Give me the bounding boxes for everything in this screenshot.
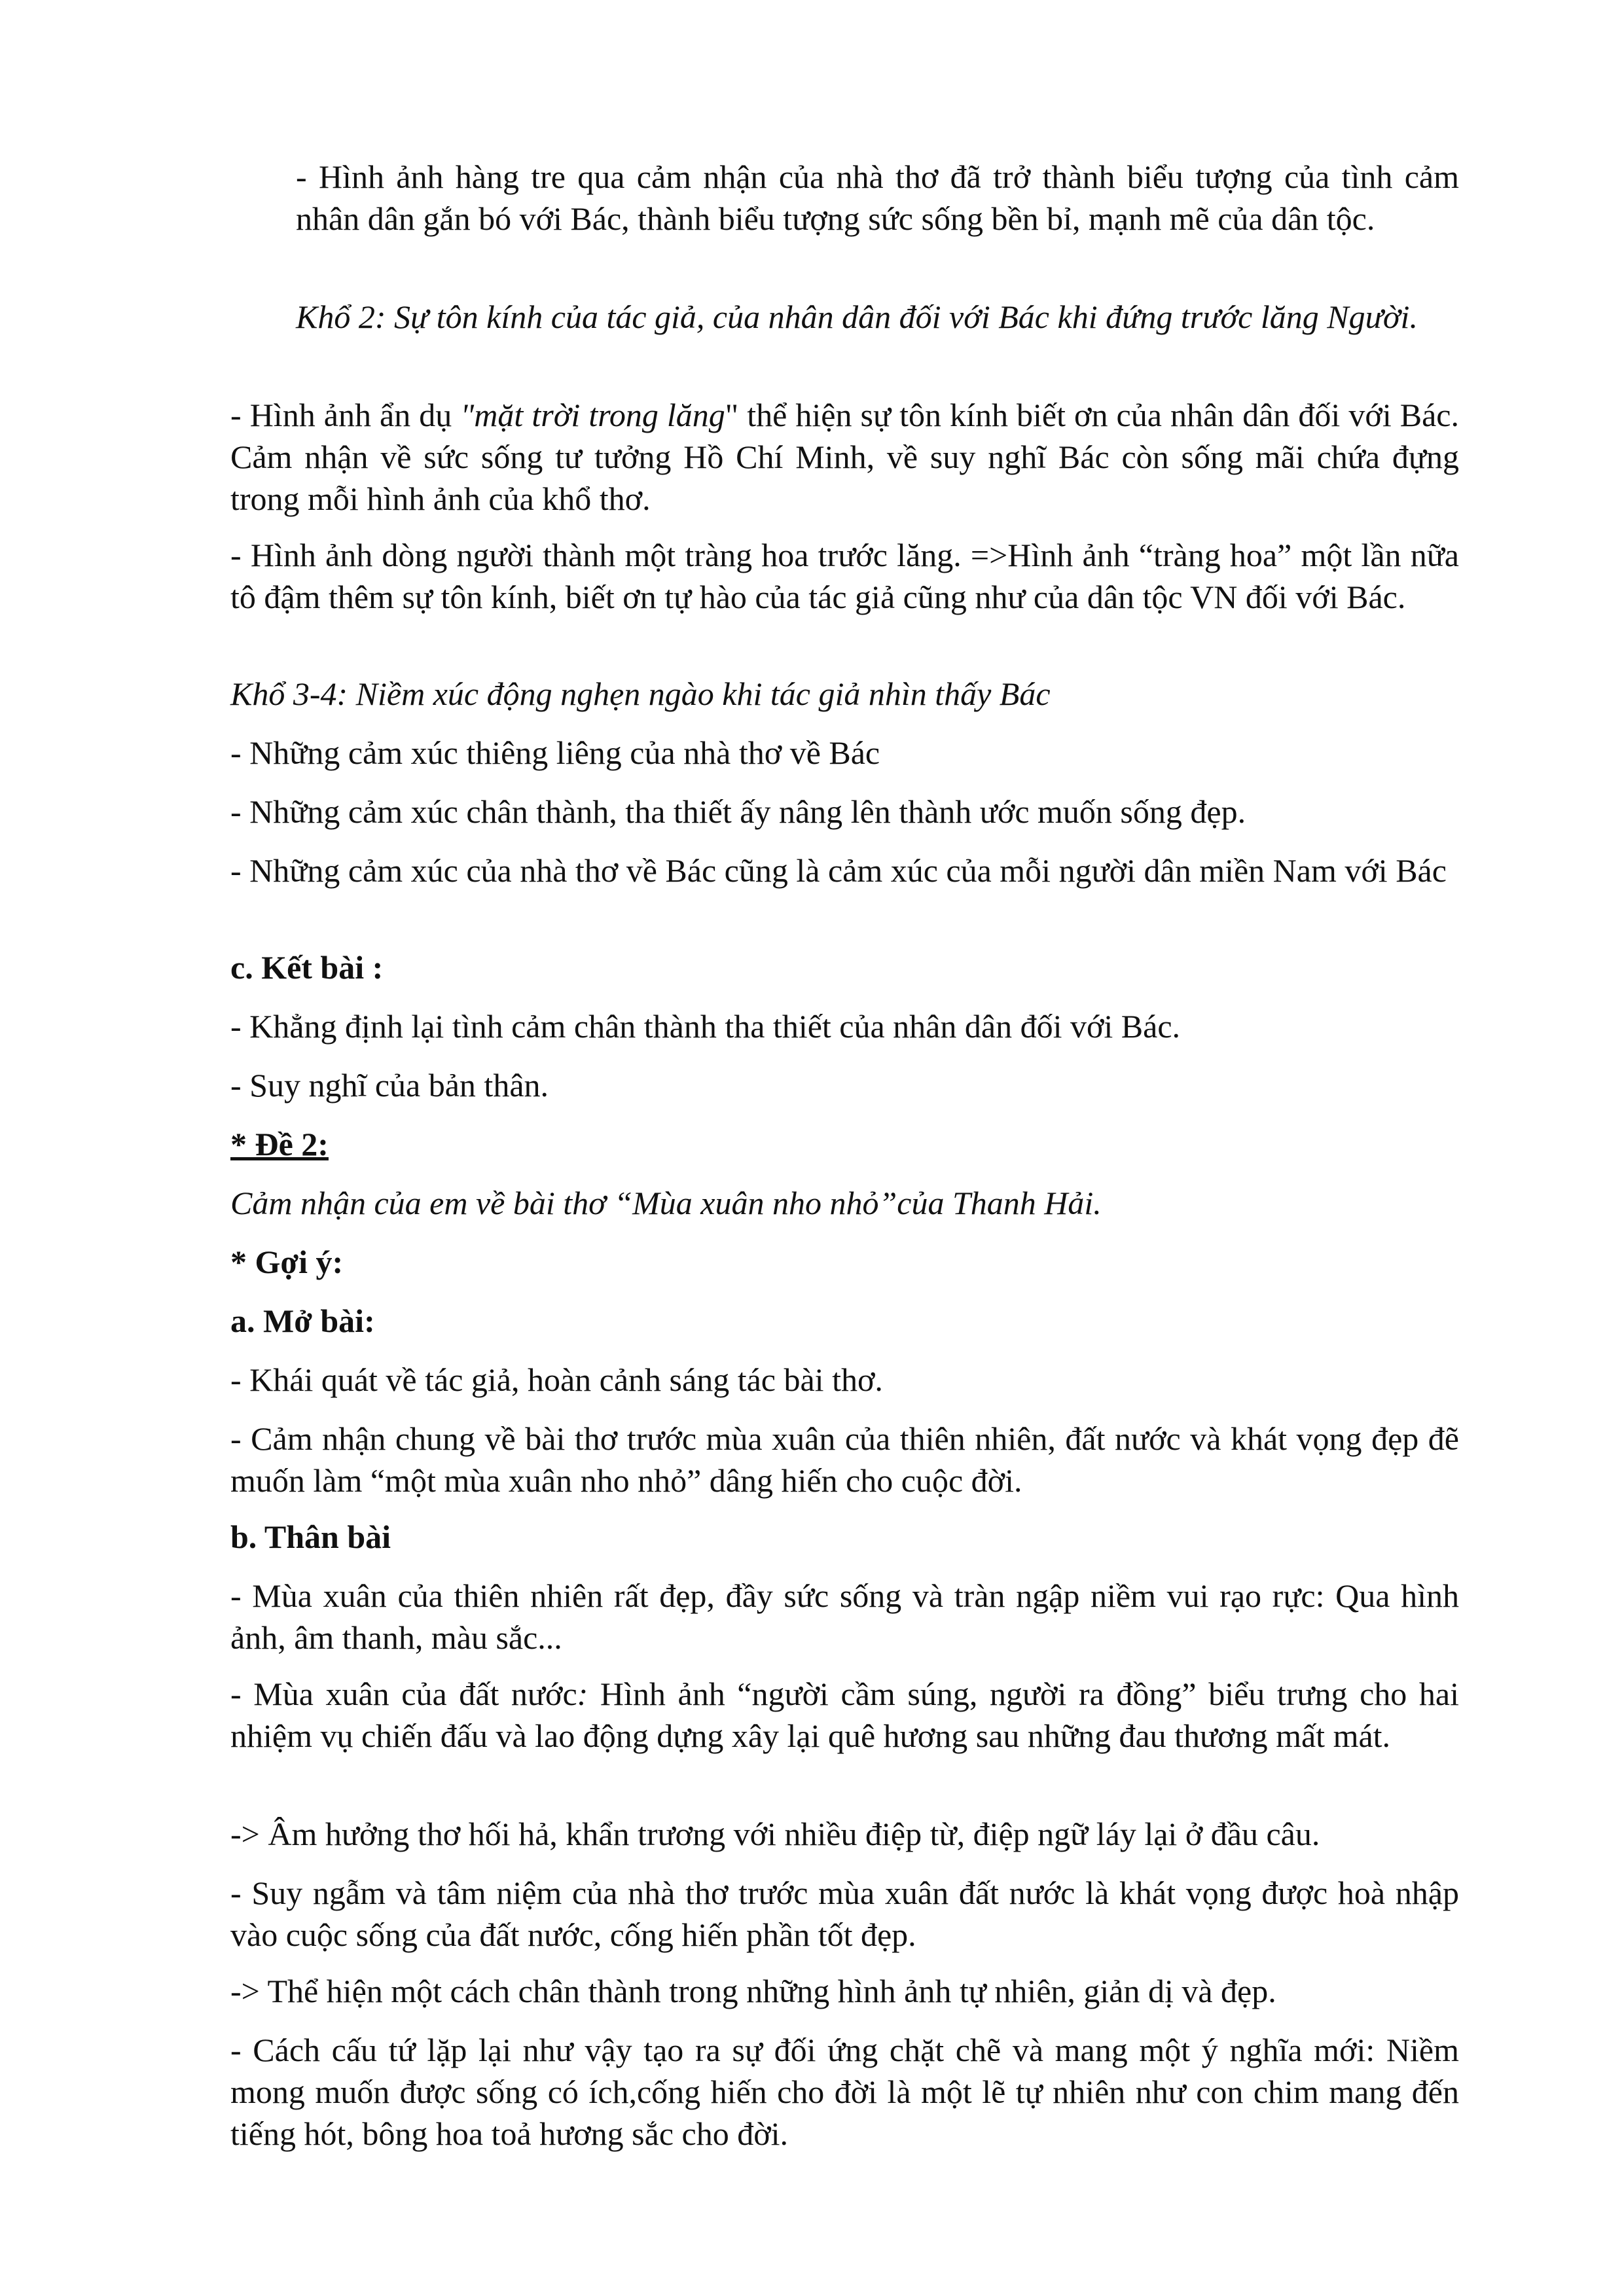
paragraph-trang-hoa: - Hình ảnh dòng người thành một tràng hoa trước lăng. =>Hình ảnh “tràng hoa” một lần nữa tô đậm thêm sự tôn kính, biết ơn tự hào của tác giả cũng như của dân tộc VN đối với Bác. [230,537,1459,615]
paragraph-an-du [230,394,1459,520]
italic-colon: : [577,1676,588,1712]
text-segment: " thể hiện sự tôn kính biết ơn của nhân dân đối với Bác. Cảm nhận về sức sống tư tưởng Hồ Chí Minh, về suy nghĩ Bác còn sống mãi chứa đựng trong mỗi hình ảnh của khổ thơ. [230,397,1459,517]
heading-kho-3-4: Khổ 3-4: Niềm xúc động nghẹn ngào khi tác giả nhìn thấy Bác [230,675,1051,712]
paragraph-cau-tu: - Cách cấu tứ lặp lại như vậy tạo ra sự đối ứng chặt chẽ và mang một ý nghĩa mới: Niềm mong muốn được sống có ích,cống hiến cho đời là một lẽ tự nhiên như con chim mang đến tiếng hót, bông hoa toả hương sắc cho đời. [230,2032,1459,2152]
paragraph-suy-nghi: - Suy nghĩ của bản thân. [230,1067,549,1103]
heading-de-2: * Đề 2: [230,1126,329,1162]
heading-mo-bai: a. Mở bài: [230,1302,375,1339]
paragraph-suy-ngam: - Suy ngẫm và tâm niệm của nhà thơ trước mùa xuân đất nước là khát vọng được hoà nhập vào cuộc sống của đất nước, cống hiến phần tốt đẹp. [230,1874,1459,1953]
paragraph-khai-quat: - Khái quát về tác giả, hoàn cảnh sáng tác bài thơ. [230,1361,883,1398]
text-segment: - Mùa xuân của đất nước [230,1676,577,1712]
paragraph-the-hien: -> Thể hiện một cách chân thành trong những hình ảnh tự nhiên, giản dị và đẹp. [230,1973,1276,2009]
heading-ket-bai: c. Kết bài : [230,949,384,986]
prompt-de-2: Cảm nhận của em về bài thơ “Mùa xuân nho nhỏ”của Thanh Hải. [230,1185,1102,1221]
heading-goi-y: * Gợi ý: [230,1244,344,1280]
paragraph-cam-nhan-chung: - Cảm nhận chung về bài thơ trước mùa xuân của thiên nhiên, đất nước và khát vọng đẹp đẽ muốn làm “một mùa xuân nho nhỏ” dâng hiến cho cuộc đời. [230,1420,1459,1499]
italic-quote: "mặt trời trong lăng [460,397,725,433]
paragraph-cam-xuc-2: - Những cảm xúc chân thành, tha thiết ấy nâng lên thành ước muốn sống đẹp. [230,793,1246,830]
text-segment: Hình ảnh “người cầm súng, người ra đồng” biểu trưng cho hai nhiệm vụ chiến đấu và lao động dựng xây lại quê hương sau những đau thương mất mát. [230,1676,1459,1754]
text-segment: - Hình ảnh ẩn dụ [230,397,461,433]
paragraph-am-huong: -> Âm hưởng thơ hối hả, khẩn trương với nhiều điệp từ, điệp ngữ láy lại ở đầu câu. [230,1816,1320,1852]
paragraph-mua-xuan-dat-nuoc [230,1673,1459,1757]
paragraph-cam-xuc-3: - Những cảm xúc của nhà thơ về Bác cũng là cảm xúc của mỗi người dân miền Nam với Bác [230,852,1447,889]
paragraph-hang-tre: - Hình ảnh hàng tre qua cảm nhận của nhà thơ đã trở thành biểu tượng của tình cảm nhân dân gắn bó với Bác, thành biểu tượng sức sống bền bỉ, mạnh mẽ của dân tộc. [296,158,1459,237]
paragraph-khang-dinh: - Khẳng định lại tình cảm chân thành tha thiết của nhân dân đối với Bác. [230,1008,1181,1045]
paragraph-mua-xuan-thien-nhien: - Mùa xuân của thiên nhiên rất đẹp, đầy sức sống và tràn ngập niềm vui rạo rực: Qua hình ảnh, âm thanh, màu sắc... [230,1577,1459,1656]
heading-than-bai: b. Thân bài [230,1518,391,1555]
heading-kho-2: Khổ 2: Sự tôn kính của tác giả, của nhân dân đối với Bác khi đứng trước lăng Người. [296,298,1418,335]
paragraph-cam-xuc-1: - Những cảm xúc thiêng liêng của nhà thơ về Bác [230,734,880,771]
